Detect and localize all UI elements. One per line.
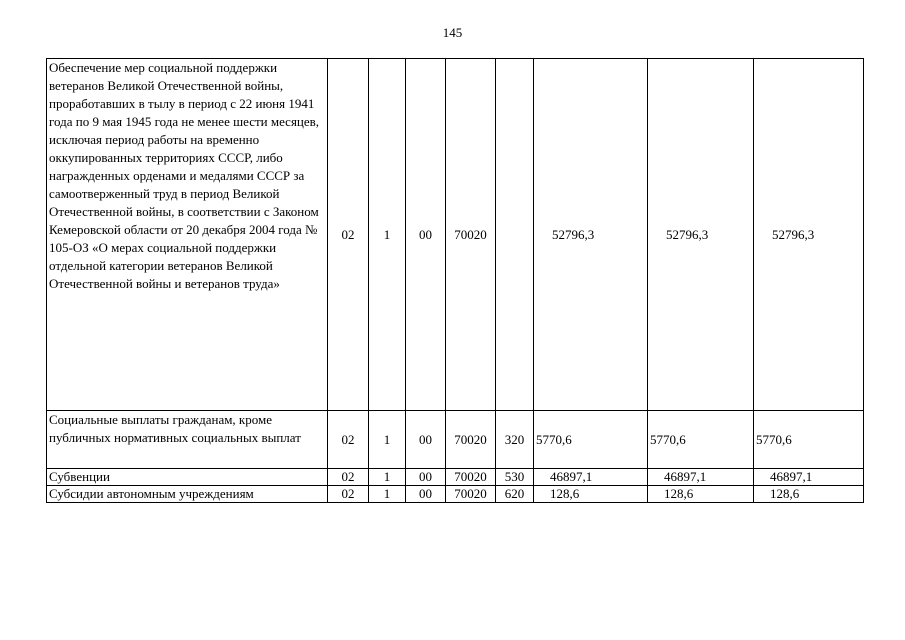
expense-type-code: 620 xyxy=(496,486,534,503)
row-description: Обеспечение мер социальной поддержки ветеранов Великой Отечественной войны, проработавших в тылу в период с 22 июня 1941 года по 9 мая 1945 года не менее шести месяцев, исключая период работы на временно оккупированных территориях СССР, либо награжденных орденами и медалями СССР за самоотверженный труд в период Великой Отечественной войны, в соответствии с Законом Кемеровской области от 20 декабря 2004 года № 105-ОЗ «О мерах социальной поддержки отдельной категории ветеранов Великой Отечественной войны и ветеранов труда» xyxy=(47,59,328,411)
table-row xyxy=(47,486,864,503)
program-code: 00 xyxy=(406,486,446,503)
row-description: Социальные выплаты гражданам, кроме публичных нормативных социальных выплат xyxy=(47,411,328,469)
section-code: 02 xyxy=(328,59,369,411)
expense-type-code xyxy=(496,59,534,411)
item-code: 70020 xyxy=(446,59,496,411)
amount-year-1: 46897,1 xyxy=(534,469,648,486)
amount-year-2: 5770,6 xyxy=(648,411,754,469)
item-code: 70020 xyxy=(446,469,496,486)
amount-year-2: 52796,3 xyxy=(648,59,754,411)
section-code: 02 xyxy=(328,469,369,486)
item-code: 70020 xyxy=(446,411,496,469)
row-description: Субсидии автономным учреждениям xyxy=(47,486,328,503)
expense-type-code: 320 xyxy=(496,411,534,469)
table-row xyxy=(47,411,864,469)
amount-year-1: 52796,3 xyxy=(534,59,648,411)
page-number: 145 xyxy=(442,25,463,40)
amount-year-2: 128,6 xyxy=(648,486,754,503)
item-code: 70020 xyxy=(446,486,496,503)
row-description: Субвенции xyxy=(47,469,328,486)
table-row xyxy=(47,469,864,486)
amount-year-2: 46897,1 xyxy=(648,469,754,486)
program-code: 00 xyxy=(406,411,446,469)
amount-year-3: 46897,1 xyxy=(754,469,864,486)
amount-year-3: 128,6 xyxy=(754,486,864,503)
subsection-code: 1 xyxy=(369,486,406,503)
section-code: 02 xyxy=(328,486,369,503)
subsection-code: 1 xyxy=(369,469,406,486)
program-code: 00 xyxy=(406,59,446,411)
amount-year-1: 128,6 xyxy=(534,486,648,503)
table-row xyxy=(47,59,864,411)
amount-year-3: 52796,3 xyxy=(754,59,864,411)
budget-table xyxy=(46,58,864,503)
subsection-code: 1 xyxy=(369,411,406,469)
expense-type-code: 530 xyxy=(496,469,534,486)
amount-year-3: 5770,6 xyxy=(754,411,864,469)
subsection-code: 1 xyxy=(369,59,406,411)
section-code: 02 xyxy=(328,411,369,469)
program-code: 00 xyxy=(406,469,446,486)
amount-year-1: 5770,6 xyxy=(534,411,648,469)
